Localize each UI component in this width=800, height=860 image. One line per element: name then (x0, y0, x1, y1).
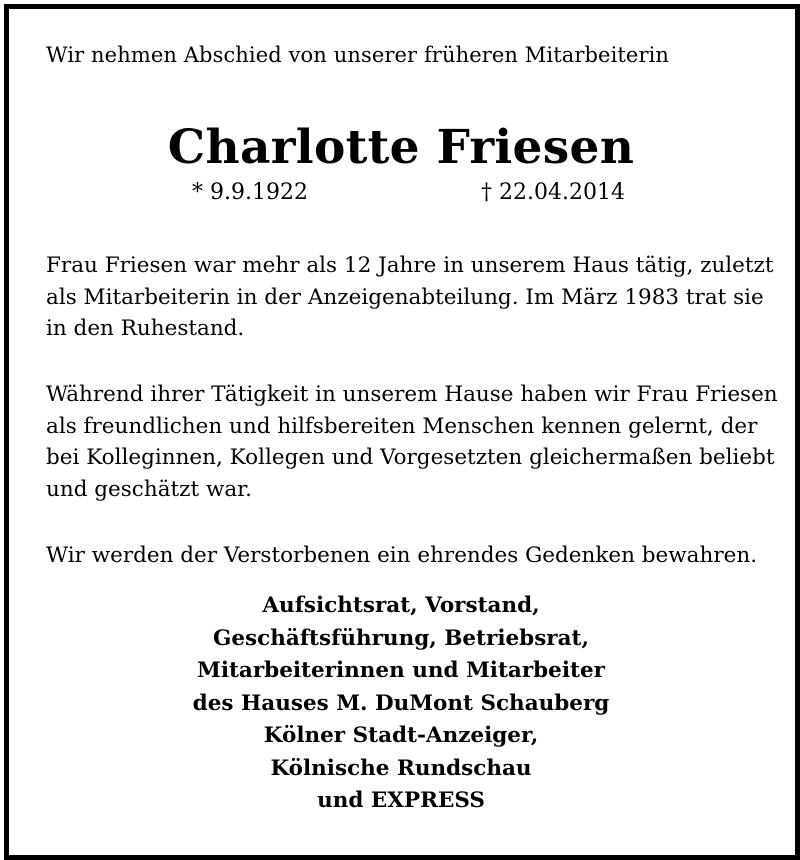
death-date: † 22.04.2014 (481, 180, 625, 205)
signer-line: Kölnische Rundschau (270, 755, 532, 781)
paragraph-line: bei Kolleginnen, Kollegen und Vorgesetzten gleichermaßen beliebt (46, 445, 775, 470)
paragraph-closing (46, 540, 756, 572)
signer-line: und EXPRESS (317, 788, 485, 813)
signer-line: Mitarbeiterinnen und Mitarbeiter (197, 658, 605, 683)
signer-line: Kölner Stadt-Anzeiger, (263, 723, 539, 748)
paragraph-line: als freundlichen und hilfsbereiten Menschen kennen gelernt, der (46, 413, 758, 439)
signer-line: Aufsichtsrat, Vorstand, (262, 593, 540, 618)
paragraph-line: in den Ruhestand. (46, 316, 245, 341)
paragraph-line: und geschätzt war. (46, 476, 252, 502)
signers-block (46, 590, 756, 818)
deceased-name: Charlotte Friesen (167, 120, 635, 175)
paragraph-tribute (46, 379, 778, 505)
birth-date: * 9.9.1922 (192, 180, 308, 205)
signer-line: Geschäftsführung, Betriebsrat, (213, 625, 589, 651)
paragraph-line: als Mitarbeiterin in der Anzeigenabteilung. Im März 1983 trat sie (46, 284, 764, 310)
paragraph-career (46, 250, 774, 345)
intro-line: Wir nehmen Abschied von unserer früheren Mitarbeiterin (46, 43, 670, 67)
paragraph-line: Frau Friesen war mehr als 12 Jahre in unserem Haus tätig, zuletzt (46, 253, 774, 278)
paragraph-line: Während ihrer Tätigkeit in unserem Hause haben wir Frau Friesen (46, 382, 778, 407)
signer-line: des Hauses M. DuMont Schauberg (192, 690, 610, 716)
paragraph-line: Wir werden der Verstorbenen ein ehrendes Gedenken bewahren. (46, 543, 758, 568)
